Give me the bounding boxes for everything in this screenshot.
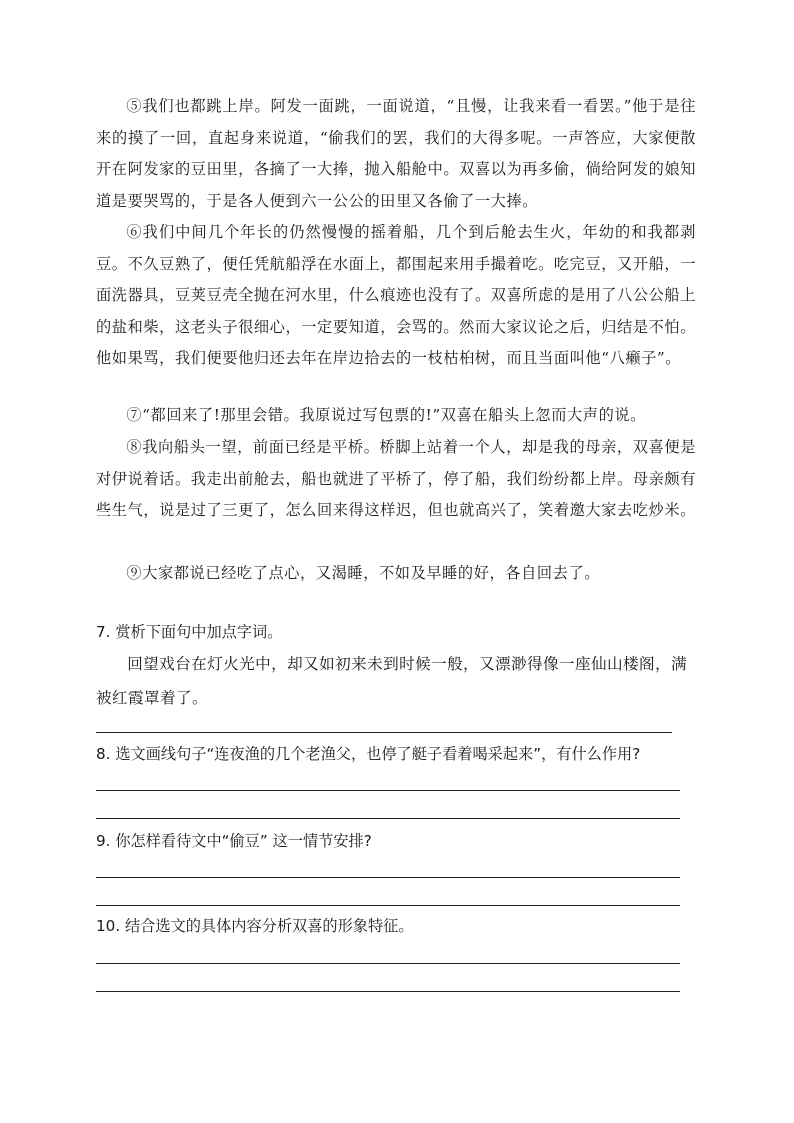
question-8: 8. 选文画线句子“连夜渔的几个老渔父，也停了艇子看着喝采起来”，有什么作用?: [96, 745, 641, 763]
answer-line-10b[interactable]: [96, 991, 680, 992]
question-9: 9. 你怎样看待文中“偷豆” 这一情节安排?: [96, 832, 372, 850]
answer-line-7[interactable]: [96, 732, 672, 733]
answer-line-10a[interactable]: [96, 963, 680, 964]
question-7-quote: 回望戏台在灯火光中，却又如初来未到时候一般，又漂渺得像一座仙山楼阁，满被红霞罩着了。: [96, 655, 687, 707]
answer-line-8a[interactable]: [96, 790, 680, 791]
passage-paragraph-6: ⑥我们中间几个年长的仍然慢慢的摇着船，几个到后舱去生火，年幼的和我都剥豆。不久豆熟了，便任凭航船浮在水面上，都围起来用手撮着吃。吃完豆，又开船，一面洗器具，豆荚豆壳全抛在河水里，什么痕迹也没有了。双喜所虑的是用了八公公船上的盐和柴，这老头子很细心，一定要知道，会骂的。然而大家议论之后，归结是不怕。他如果骂，我们便要他归还去年在岸边拾去的一枝枯桕树，而且当面叫他“八癞子”。: [96, 223, 696, 367]
passage-paragraph-9: ⑨大家都说已经吃了点心，又渴睡，不如及早睡的好，各自回去了。: [126, 564, 601, 582]
answer-line-9a[interactable]: [96, 877, 680, 878]
passage-paragraph-8: ⑧我向船头一望，前面已经是平桥。桥脚上站着一个人，却是我的母亲，双喜便是对伊说着话。我走出前舱去，船也就进了平桥了，停了船，我们纷纷都上岸。母亲颇有些生气，说是过了三更了，怎么回来得这样迟，但也就高兴了，笑着邀大家去吃炒米。: [96, 438, 696, 519]
passage-paragraph-5: ⑤我们也都跳上岸。阿发一面跳，一面说道，“且慢，让我来看一看罢。”他于是往来的摸了一回，直起身来说道，“偷我们的罢，我们的大得多呢。一声答应，大家便散开在阿发家的豆田里，各摘了一大捧，抛入船舱中。双喜以为再多偷，倘给阿发的娘知道是要哭骂的，于是各人便到六一公公的田里又各偷了一大捧。: [96, 97, 696, 210]
question-7: 7. 赏析下面句中加点字词。: [96, 623, 283, 641]
answer-line-8b[interactable]: [96, 818, 680, 819]
question-10: 10. 结合选文的具体内容分析双喜的形象特征。: [96, 917, 414, 935]
answer-line-9b[interactable]: [96, 905, 680, 906]
passage-paragraph-7: ⑦“都回来了!那里会错。我原说过写包票的!”双喜在船头上忽而大声的说。: [126, 406, 646, 424]
